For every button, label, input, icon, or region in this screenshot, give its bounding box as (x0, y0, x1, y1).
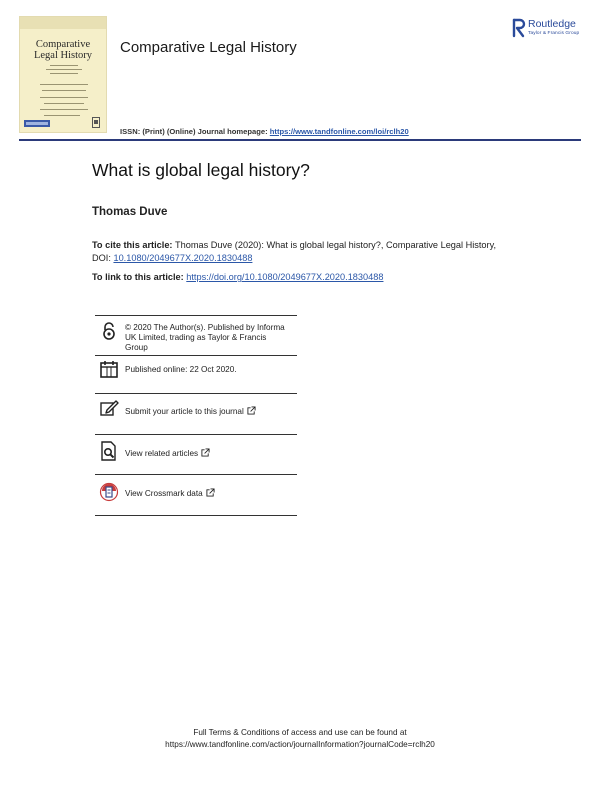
related-articles-link[interactable]: View related articles (125, 448, 210, 459)
box-divider (95, 434, 297, 435)
cover-text-line (40, 97, 88, 98)
article-title: What is global legal history? (92, 160, 310, 180)
journal-title: Comparative Legal History (120, 39, 297, 56)
related-articles-icon (99, 441, 119, 461)
routledge-logo-icon (512, 18, 526, 38)
citation-label: To cite this article: (92, 240, 176, 250)
cover-text-line (40, 84, 88, 85)
cover-corner-icon (92, 117, 100, 128)
box-divider (95, 355, 297, 356)
box-divider (95, 474, 297, 475)
external-link-icon (247, 406, 256, 415)
article-author: Thomas Duve (92, 206, 168, 218)
published-date: Published online: 22 Oct 2020. (125, 365, 237, 374)
article-link-line (92, 272, 383, 282)
issn-line (120, 127, 409, 136)
journal-homepage-link[interactable]: https://www.tandfonline.com/loi/rclh20 (269, 127, 409, 136)
article-link[interactable]: https://doi.org/10.1080/2049677X.2020.1830488 (186, 272, 384, 282)
footer-terms-link[interactable]: https://www.tandfonline.com/action/journalInformation?journalCode=rclh20 (165, 740, 435, 749)
cover-text-line (44, 115, 80, 116)
calendar-icon (99, 359, 119, 379)
submit-article-link[interactable]: Submit your article to this journal (125, 406, 256, 417)
journal-cover (19, 16, 107, 133)
cover-publisher-logo (24, 119, 50, 128)
open-access-icon (99, 321, 119, 341)
box-divider (95, 393, 297, 394)
publisher-tagline: Taylor & Francis Group (528, 31, 580, 36)
crossmark-link[interactable]: View Crossmark data (125, 488, 215, 499)
doi-link[interactable]: 10.1080/2049677X.2020.1830488 (113, 252, 253, 263)
box-divider (95, 515, 297, 516)
header-rule (19, 139, 581, 141)
cover-text-line (42, 90, 86, 91)
issn-label: ISSN: (Print) (Online) Journal homepage: (120, 127, 270, 136)
cover-text-line (46, 69, 82, 70)
edit-pencil-icon (99, 398, 119, 418)
cover-text-line (50, 65, 78, 66)
external-link-icon (201, 448, 210, 457)
citation-text: Thomas Duve (2020): What is global legal history?, Comparative Legal History, (175, 240, 497, 250)
citation (92, 239, 522, 264)
license-text: © 2020 The Author(s). Published by Informa UK Limited, trading as Taylor & Francis Group (125, 323, 285, 352)
cover-text-line (44, 103, 84, 104)
external-link-icon (206, 488, 215, 497)
doi-label: DOI: (92, 252, 114, 263)
footer (0, 727, 600, 751)
cover-text-line (50, 73, 78, 74)
article-link-label: To link to this article: (92, 272, 187, 282)
crossmark-icon (99, 482, 119, 502)
publisher-name: Routledge (528, 18, 576, 30)
cover-band (20, 17, 106, 29)
cover-text-line (40, 109, 88, 110)
cover-title: Comparative Legal History (33, 39, 93, 61)
box-divider (95, 315, 297, 316)
footer-terms: Full Terms & Conditions of access and use can be found at (193, 728, 407, 737)
